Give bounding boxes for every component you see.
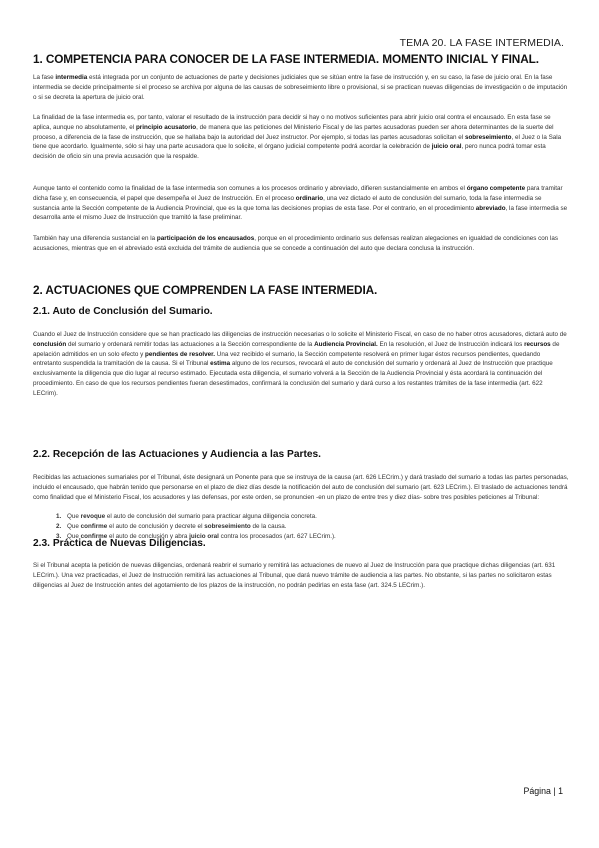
subsection-2-1-paragraph: Cuando el Juez de Instrucción considere que se han practicado las diligencias de instrucción necesarias o lo solicite el Ministerio Fiscal, en caso de no haber otros acusadores, dictará auto de conclusión del sumario y ordenará remitir todas las actuaciones a la Sección correspondiente de la Audiencia Provincial. En la resolución, el Juez de Instrucción indicará los recursos de apelación admitidos en un solo efecto y pendientes de resolver. Una vez recibido el sumario, la Sección competente resolverá en primer lugar éstos recursos pendientes, quedando entretanto suspendida la tramitación de la causa. Si el Tribunal estima alguno de los recursos, revocará el auto de conclusión del sumario y ordenará al Juez de Instrucción que practique exclusivamente la diligencia que dio lugar al recurso estimado. Ejecutada esta diligencia, el sumario volverá a la Sección de la Audiencia Provincial y ésta acordará la continuación del procedimiento. En caso de que los recursos pendientes fueran desestimados, confirmará la conclusión del sumario y dará curso a los restantes trámites de la fase intermedia (art. 622 LECrim). xyxy=(33,331,567,397)
section-1-paragraph-4: También hay una diferencia sustancial en la participación de los encausados, porque en el procedimiento ordinario sus defensas realizan alegaciones en igualdad de condiciones con las acusaciones, mientras que en el abreviado está excluida del trámite de audiencia que se concede a continuación del auto que declara conclusa la instrucción. xyxy=(33,235,559,252)
section-1-heading: 1. COMPETENCIA PARA CONOCER DE LA FASE INTERMEDIA. MOMENTO INICIAL Y FINAL. xyxy=(33,52,539,66)
subsection-2-3-heading: 2.3. Práctica de Nuevas Diligencias. xyxy=(33,538,206,549)
section-1-paragraph-3: Aunque tanto el contenido como la finalidad de la fase intermedia son comunes a los procesos ordinario y abreviado, difieren sustancialmente en ambos el órgano competente para tramitar dicha fase y, en consecuencia, el papel que desempeña el Juez de Instrucción. En el proceso ordinario, una vez dictado el auto de conclusión del sumario, toda la fase intermedia se sustancia ante la Sección competente de la Audiencia Provincial, que es la que toma las decisiones propias de esta fase. Por el contrario, en el procedimiento abreviado, la fase intermedia se desarrolla ante el mismo Juez de Instrucción que tramitó la fase preliminar. xyxy=(33,185,568,222)
subsection-2-2-heading: 2.2. Recepción de las Actuaciones y Audiencia a las Partes. xyxy=(33,449,322,460)
subsection-2-2-paragraph: Recibidas las actuaciones sumariales por el Tribunal, éste designará un Ponente para que se instruya de la causa (art. 626 LECrim.) y dará traslado del sumario a todas las partes personadas, incluido el encausado, que habrán tenido que personarse en el plazo de diez días desde la notificación del auto de conclusión del sumario (art. 623 LECrim.). El traslado de actuaciones tendrá como finalidad que el Ministerio Fiscal, los acusadores y las defensas, por este orden, se pronuncien -en un plazo de entre tres y diez días- sobre tres posibles peticiones al Tribunal: xyxy=(33,474,569,501)
list-item: 3. Que confirme el auto de conclusión y abra juicio oral contra los procesados (art. 627 LECrim.). xyxy=(63,532,569,542)
section-1-paragraph-1: La fase intermedia está integrada por un conjunto de actuaciones de parte y decisiones judiciales que se sitúan entre la fase de instrucción y, en su caso, la fase de juicio oral. En la fase intermedia se decide principalmente si el proceso se archiva por alguna de las causas de sobreseimiento libre o provisional, si se practican nuevas diligencias de investigación o de imputación o si se decreta la apertura de juicio oral. xyxy=(33,74,568,101)
subsection-2-3-paragraph: Si el Tribunal acepta la petición de nuevas diligencias, ordenará reabrir el sumario y remitirá las actuaciones de nuevo al Juez de Instrucción para que practique dichas diligencias (art. 631 LECrim.). Una vez practicadas, el Juez de Instrucción remitirá las actuaciones al Tribunal, que dará nuevo trámite de audiencia a las partes. No obstante, si las partes no solicitaron estas diligencias al Juez de Instrucción antes del agotamiento de los plazos de la instrucción, no podrán pedirlas en esta fase (art. 324.5 LECrim.). xyxy=(33,562,556,589)
section-1-paragraph-2: La finalidad de la fase intermedia es, por tanto, valorar el resultado de la instrucción para decidir si hay o no motivos suficientes para abrir juicio oral contra el encausado. En esta fase se aplica, aunque no absolutamente, el principio acusatorio, de manera que las peticiones del Ministerio Fiscal y de las partes acusadoras pueden ser ahora determinantes de la suerte del proceso, a diferencia de la fase de instrucción, que se hallaba bajo la autoridad del Juez instructor. Por ejemplo, si todas las partes acusadoras solicitan el sobreseimiento, el Juez o la Sala tiene que acordarlo. Igualmente, sólo si hay una parte acusadora que lo solicite, el órgano judicial competente podrá acordar la celebración de juicio oral, pero nunca podrá tomar esta decisión de oficio sin una previa acusación que la respalde. xyxy=(33,114,562,161)
list-item: 1. Que revoque el auto de conclusión del sumario para practicar alguna diligencia concreta. xyxy=(63,512,569,522)
subsection-2-1-heading: 2.1. Auto de Conclusión del Sumario. xyxy=(33,306,213,317)
petitions-list xyxy=(33,512,569,541)
page-header-title: TEMA 20. LA FASE INTERMEDIA. xyxy=(399,37,564,49)
page-number: Página | 1 xyxy=(523,786,563,796)
list-item: 2. Que confirme el auto de conclusión y decrete el sobreseimiento de la causa. xyxy=(63,522,569,532)
section-2-heading: 2. ACTUACIONES QUE COMPRENDEN LA FASE INTERMEDIA. xyxy=(33,283,378,297)
